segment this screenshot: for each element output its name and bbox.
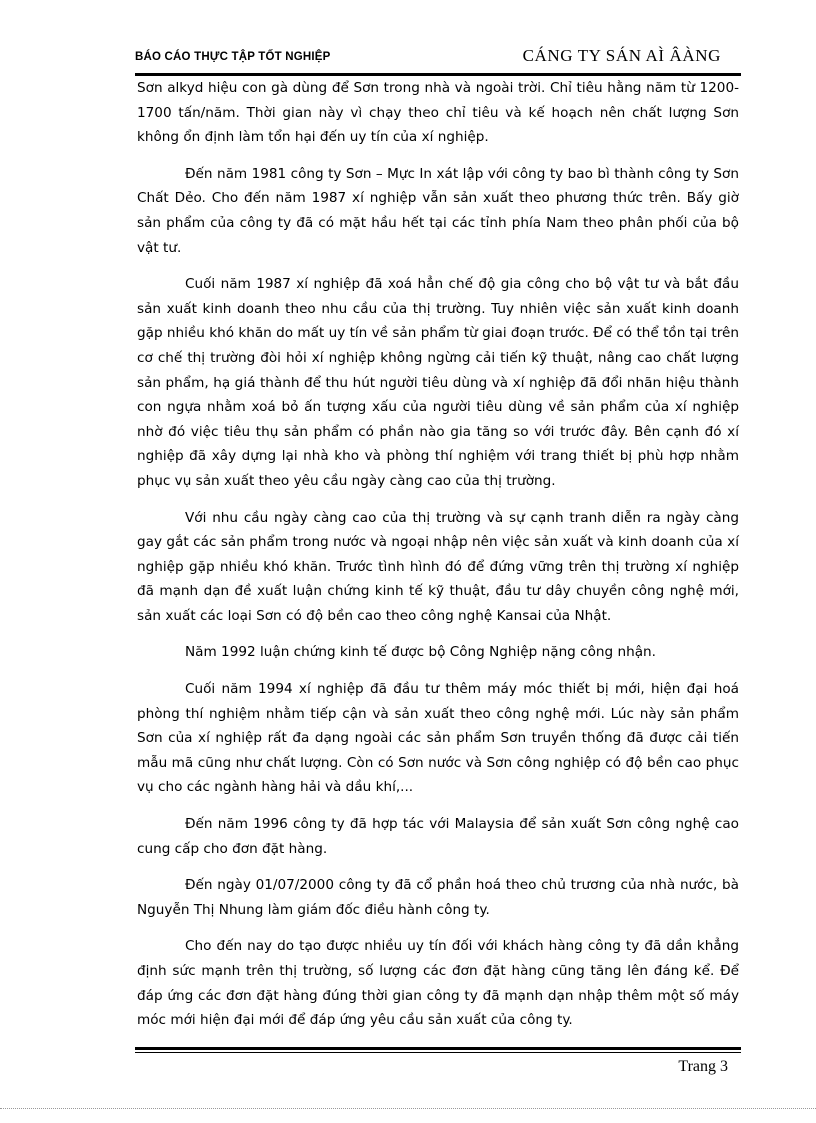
paragraph: Đến năm 1981 công ty Sơn – Mực In xát lập với công ty bao bì thành công ty Sơn Chất Dẻo. Cho đến năm 1987 xí nghiệp vẫn sản xuất theo phương thức trên. Bấy giờ sản phẩm của công ty đã có mặt hầu hết tại các tỉnh phía Nam theo phân phối của bộ vật tư. <box>137 165 739 256</box>
paragraph: Cuối năm 1987 xí nghiệp đã xoá hẳn chế độ gia công cho bộ vật tư và bắt đầu sản xuất kinh doanh theo nhu cầu của thị trường. Tuy nhiên việc sản xuất kinh doanh gặp nhiều khó khăn do mất uy tín về sản phẩm từ giai đoạn trước. Để có thể tồn tại trên cơ chế thị trường đòi hỏi xí nghiệp không ngừng cải tiến kỹ thuật, nâng cao chất lượng sản phẩm, hạ giá thành để thu hút người tiêu dùng và xí nghiệp đã đổi nhãn hiệu thành con ngựa nhằm xoá bỏ ấn tượng xấu của người tiêu dùng về sản phẩm của xí nghiệp nhờ đó việc tiêu thụ sản phẩm có phần nào gia tăng so với trước đây. Bên cạnh đó xí nghiệp đã xây dựng lại nhà kho và phòng thí nghiệm với trang thiết bị phù hợp nhằm phục vụ sản xuất theo yêu cầu ngày càng cao của thị trường. <box>137 276 740 489</box>
paragraph: Cuối năm 1994 xí nghiệp đã đầu tư thêm máy móc thiết bị mới, hiện đại hoá phòng thí nghiệm nhằm tiếp cận và sản xuất theo công nghệ mới. Lúc này sản phẩm Sơn của xí nghiệp rất đa dạng ngoài các sản phẩm Sơn truyền thống đã được cải tiến mẫu mã cũng như chất lượng. Còn có Sơn nước và Sơn công nghiệp có độ bền cao phục vụ cho các ngành hàng hải và dầu khí,... <box>137 681 739 796</box>
footer-divider-thin <box>135 1052 741 1053</box>
paragraph: Đến ngày 01/07/2000 công ty đã cổ phần hoá theo chủ trương của nhà nước, bà Nguyễn Thị Nhung làm giám đốc điều hành công ty. <box>137 877 739 918</box>
paragraph: Sơn alkyd hiệu con gà dùng để Sơn trong nhà và ngoài trời. Chỉ tiêu hằng năm từ 1200-1700 tấn/năm. Thời gian này vì chạy theo chỉ tiêu và kế hoạch nên chất lượng Sơn không ổn định làm tổn hại đến uy tín của xí nghiệp. <box>137 80 739 146</box>
document-body <box>137 76 739 1033</box>
page-header <box>135 46 741 72</box>
report-title: BÁO CÁO THỰC TẬP TỐT NGHIỆP <box>135 51 331 63</box>
page-bottom-edge <box>0 1108 816 1109</box>
page-number: Trang 3 <box>678 1058 728 1075</box>
paragraph: Cho đến nay do tạo được nhiều uy tín đối với khách hàng công ty đã dần khẳng định sức mạnh trên thị trường, số lượng các đơn đặt hàng cũng tăng lên đáng kể. Để đáp ứng các đơn đặt hàng đúng thời gian công ty đã mạnh dạn nhập thêm một số máy móc mới hiện đại mới để đáp ứng yêu cầu sản xuất của công ty. <box>137 938 739 1029</box>
footer-divider <box>135 1047 741 1050</box>
paragraph: Với nhu cầu ngày càng cao của thị trường và sự cạnh tranh diễn ra ngày càng gay gắt các sản phẩm trong nước và ngoại nhập nên việc sản xuất và kinh doanh của xí nghiệp gặp nhiều khó khăn. Trước tình hình đó để đứng vững trên thị trường xí nghiệp đã mạnh dạn đề xuất luận chứng kinh tế kỹ thuật, đầu tư dây chuyền công nghệ mới, sản xuất các loại Sơn có độ bền cao theo công nghệ Kansai của Nhật. <box>137 509 739 624</box>
company-name: CÁNG TY SÁN AÌ ÂÀNG <box>522 46 721 65</box>
paragraph: Năm 1992 luận chứng kinh tế được bộ Công Nghiệp nặng công nhận. <box>185 644 656 661</box>
paragraph: Đến năm 1996 công ty đã hợp tác với Malaysia để sản xuất Sơn công nghệ cao cung cấp cho đơn đặt hàng. <box>137 816 739 857</box>
